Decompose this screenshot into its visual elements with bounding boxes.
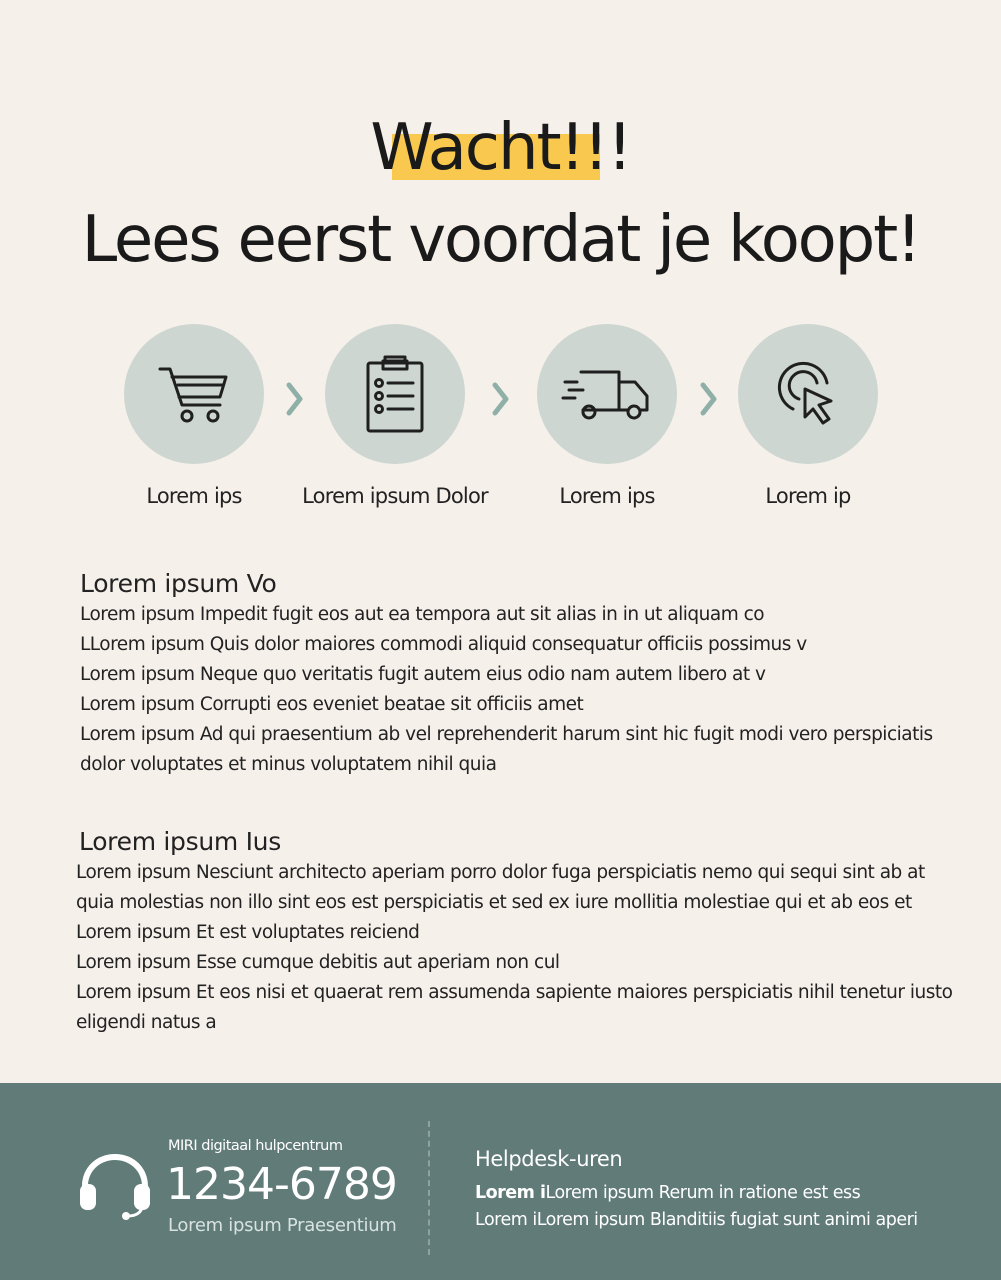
body-line: Lorem ipsum Et est voluptates reiciend xyxy=(76,922,420,943)
section-vo-body xyxy=(80,600,940,780)
step-2-label: Lorem ipsum Dolor xyxy=(302,484,488,508)
helpdesk-hours-title: Helpdesk-uren xyxy=(475,1147,623,1171)
hours-line-2: Lorem iLorem ipsum Blanditiis fugiat sunt animi aperi xyxy=(475,1210,918,1230)
body-line: quia molestias non illo sint eos est perspiciatis et sed ex iure mollitia molestiae qui et ab eos et xyxy=(76,892,912,913)
body-line: dolor voluptates et minus voluptatem nihil quia xyxy=(80,754,497,775)
body-line: eligendi natus a xyxy=(76,1012,217,1033)
step-2-circle xyxy=(325,324,465,464)
body-line: Lorem ipsum Nesciunt architecto aperiam porro dolor fuga perspiciatis nemo qui sequi sint ab at xyxy=(76,862,925,883)
body-line: Lorem ipsum Corrupti eos eveniet beatae sit officiis amet xyxy=(80,694,584,715)
helpdesk-label: MIRI digitaal hulpcentrum xyxy=(168,1138,343,1154)
helpdesk-phone[interactable]: 1234-6789 xyxy=(166,1159,397,1210)
section-ius xyxy=(76,826,956,1038)
step-4 xyxy=(698,324,918,508)
hours-line-1-bold: Lorem i xyxy=(475,1183,546,1203)
page-header xyxy=(0,108,1001,280)
body-line: Lorem ipsum Ad qui praesentium ab vel reprehenderit harum sint hic fugit modi vero perspiciatis xyxy=(80,724,933,745)
step-4-label: Lorem ip xyxy=(765,484,851,508)
step-2 xyxy=(285,324,505,508)
helpdesk-subtext: Lorem ipsum Praesentium xyxy=(168,1215,397,1236)
helpdesk-hours xyxy=(475,1180,918,1234)
step-1 xyxy=(84,324,304,508)
body-line: LLorem ipsum Quis dolor maiores commodi aliquid consequatur officiis possimus v xyxy=(80,634,807,655)
shopping-cart-icon xyxy=(154,359,234,429)
body-line: Lorem ipsum Impedit fugit eos aut ea tempora aut sit alias in in ut aliquam co xyxy=(80,604,765,625)
section-ius-body xyxy=(76,858,956,1038)
step-1-circle xyxy=(124,324,264,464)
title-line-2: Lees eerst voordat je koopt! xyxy=(81,203,920,277)
body-line: Lorem ipsum Neque quo veritatis fugit autem eius odio nam autem libero at v xyxy=(80,664,766,685)
process-steps xyxy=(0,324,1001,524)
title-line-1: Wacht!!! xyxy=(370,111,631,185)
hours-line-1 xyxy=(475,1180,918,1207)
step-1-label: Lorem ips xyxy=(146,484,242,508)
footer-divider xyxy=(428,1121,430,1255)
hours-line-1-text: Lorem ipsum Rerum in ratione est ess xyxy=(545,1183,861,1203)
section-vo xyxy=(80,568,940,780)
title-highlight-line xyxy=(370,108,630,188)
body-line: Lorem ipsum Esse cumque debitis aut aperiam non cul xyxy=(76,952,560,973)
body-line: Lorem ipsum Et eos nisi et quaerat rem assumenda sapiente maiores perspiciatis nihil tenetur iusto xyxy=(76,982,953,1003)
clipboard-checklist-icon xyxy=(363,353,427,435)
cursor-click-icon xyxy=(773,359,843,429)
delivery-truck-icon xyxy=(561,364,653,424)
step-4-circle xyxy=(738,324,878,464)
headset-icon xyxy=(78,1150,152,1220)
step-3 xyxy=(497,324,717,508)
step-3-label: Lorem ips xyxy=(559,484,655,508)
section-vo-title: Lorem ipsum Vo xyxy=(80,569,277,598)
section-ius-title: Lorem ipsum Ius xyxy=(79,827,281,856)
footer xyxy=(0,1083,1001,1280)
step-3-circle xyxy=(537,324,677,464)
